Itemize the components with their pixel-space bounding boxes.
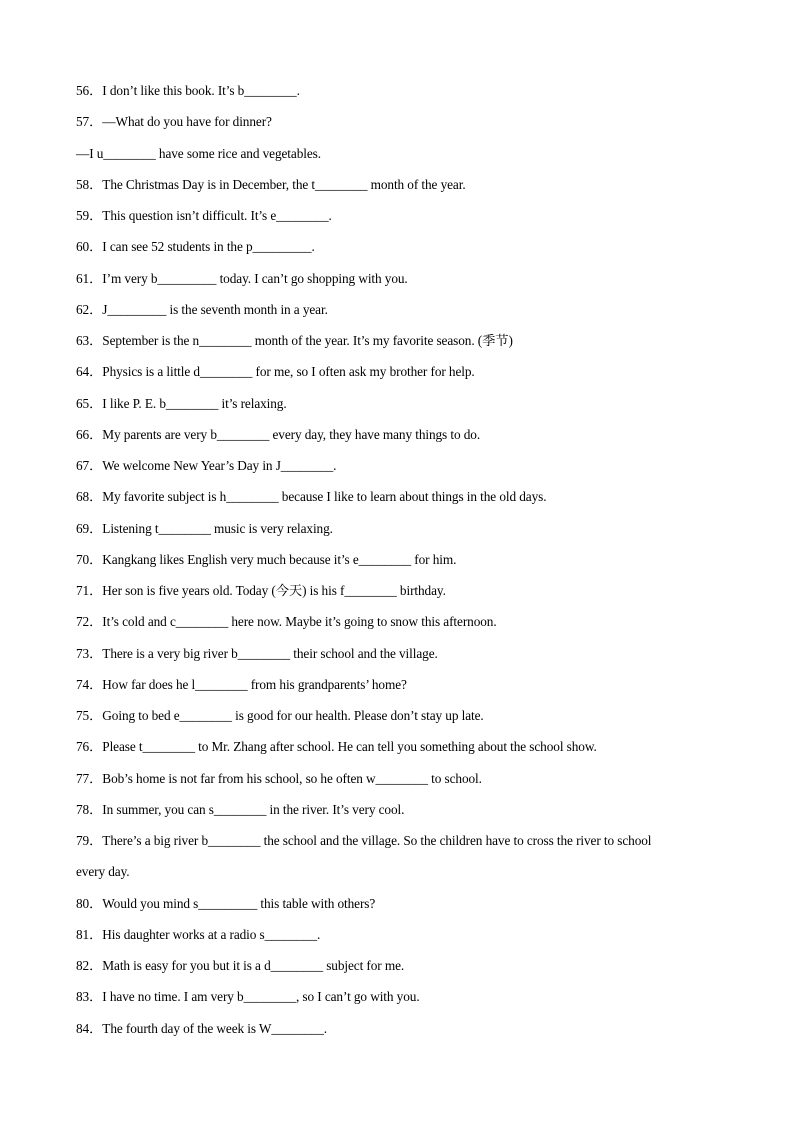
exercise-74: 74．How far does he l________ from his grandparents’ home? bbox=[76, 676, 407, 692]
exercise-58: 58．The Christmas Day is in December, the t________ month of the year. bbox=[76, 176, 466, 192]
exercise-61: 61．I’m very b_________ today. I can’t go shopping with you. bbox=[76, 270, 408, 286]
exercise-63: 63．September is the n________ month of the year. It’s my favorite season. (季节) bbox=[76, 333, 513, 348]
exercise-57-answer: —I u________ have some rice and vegetables. bbox=[76, 145, 321, 161]
exercise-70: 70．Kangkang likes English very much because it’s e________ for him. bbox=[76, 551, 457, 567]
exercise-78: 78．In summer, you can s________ in the river. It’s very cool. bbox=[76, 801, 405, 817]
exercise-65: 65．I like P. E. b________ it’s relaxing. bbox=[76, 395, 287, 411]
exercise-59: 59．This question isn’t difficult. It’s e________. bbox=[76, 208, 332, 223]
exercise-83: 83．I have no time. I am very b________, so I can’t go with you. bbox=[76, 989, 420, 1005]
exercise-72: 72．It’s cold and c________ here now. Maybe it’s going to snow this afternoon. bbox=[76, 614, 497, 630]
exercise-57-question: 57．—What do you have for dinner? bbox=[76, 114, 272, 130]
exercise-76: 76．Please t________ to Mr. Zhang after school. He can tell you something about the school show. bbox=[76, 739, 597, 755]
exercise-79-continued: every day. bbox=[76, 864, 130, 880]
exercise-80: 80．Would you mind s_________ this table with others? bbox=[76, 895, 376, 911]
exercise-77: 77．Bob’s home is not far from his school, so he often w________ to school. bbox=[76, 770, 482, 786]
exercise-69: 69．Listening t________ music is very relaxing. bbox=[76, 520, 333, 536]
exercise-73: 73．There is a very big river b________ their school and the village. bbox=[76, 645, 438, 661]
exercise-79: 79．There’s a big river b________ the school and the village. So the children have to cross the river to school bbox=[76, 833, 652, 848]
exercise-71: 71．Her son is five years old. Today (今天) is his f________ birthday. bbox=[76, 583, 446, 598]
exercise-81: 81．His daughter works at a radio s________. bbox=[76, 926, 321, 942]
exercise-list bbox=[76, 81, 716, 1050]
exercise-75: 75．Going to bed e________ is good for our health. Please don’t stay up late. bbox=[76, 708, 484, 723]
exercise-68: 68．My favorite subject is h________ because I like to learn about things in the old days. bbox=[76, 489, 547, 505]
exercise-60: 60．I can see 52 students in the p_________. bbox=[76, 239, 315, 255]
exercise-67: 67．We welcome New Year’s Day in J________. bbox=[76, 458, 337, 473]
exercise-56: 56．I don’t like this book. It’s b________. bbox=[76, 83, 300, 98]
exercise-84: 84．The fourth day of the week is W________. bbox=[76, 1020, 327, 1036]
exercise-64: 64．Physics is a little d________ for me, so I often ask my brother for help. bbox=[76, 364, 475, 380]
exercise-62: 62．J_________ is the seventh month in a year. bbox=[76, 301, 328, 317]
exercise-82: 82．Math is easy for you but it is a d________ subject for me. bbox=[76, 958, 405, 973]
exercise-66: 66．My parents are very b________ every day, they have many things to do. bbox=[76, 426, 481, 442]
